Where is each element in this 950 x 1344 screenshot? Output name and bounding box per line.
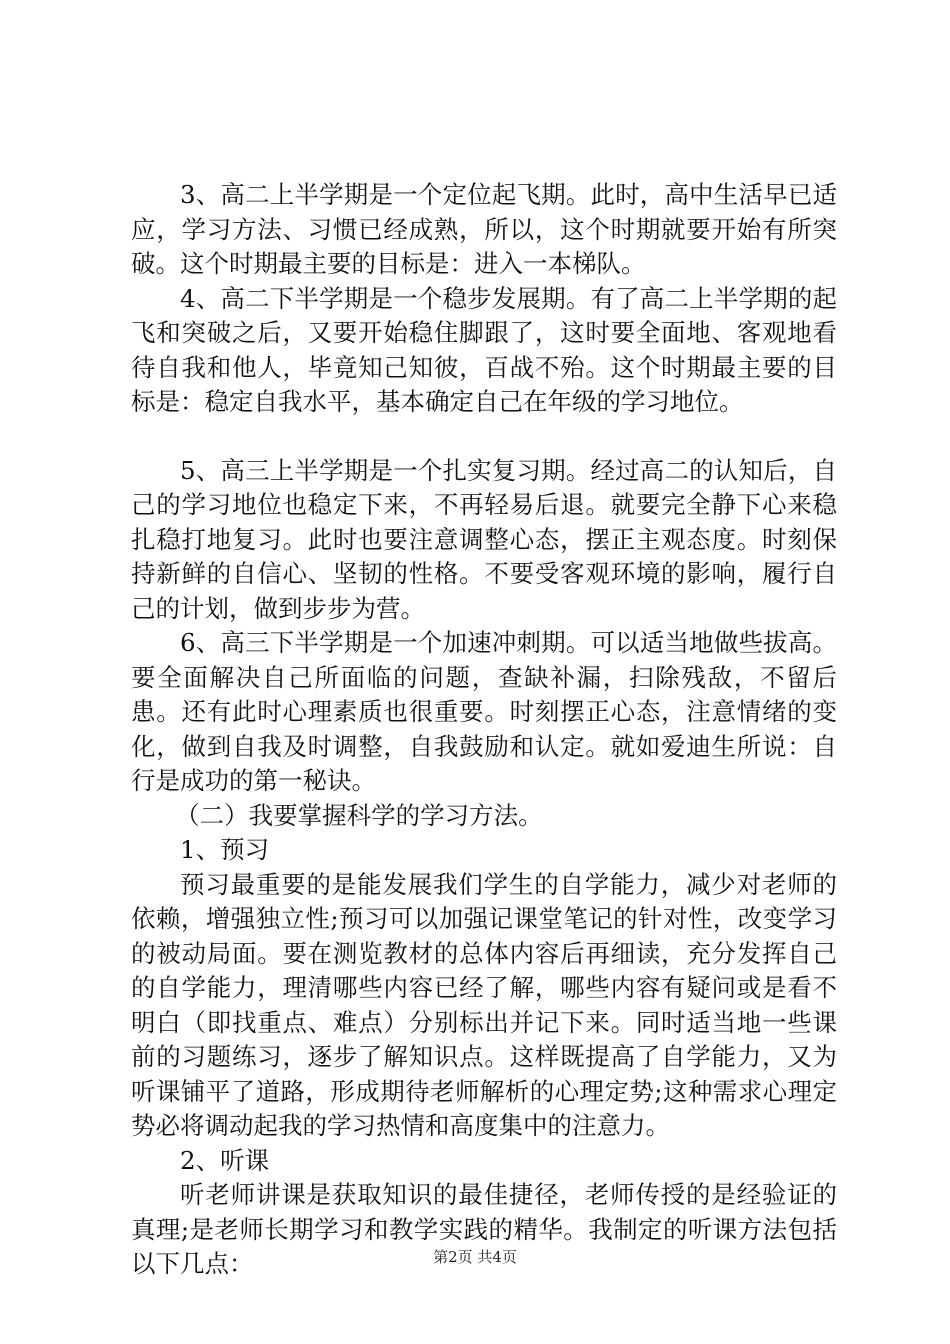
- paragraph-4: 4、高二下半学期是一个稳步发展期。有了高二上半学期的起飞和突破之后，又要开始稳住脚跟了，这时要全面地、客观地看待自我和他人，毕竟知己知彼，百战不殆。这个时期最主要的目标是：稳定自我水平，基本确定自己在年级的学习地位。: [131, 283, 837, 416]
- page-footer: 第2页 共4页: [433, 1248, 517, 1266]
- subsection-listening-body: 听老师讲课是获取知识的最佳捷径，老师传授的是经验证的真理;是老师长期学习和教学实践的精华。我制定的听课方法包括以下几点：: [131, 1180, 837, 1278]
- subsection-preview-body: 预习最重要的是能发展我们学生的自学能力，减少对老师的依赖，增强独立性;预习可以加强记课堂笔记的针对性，改变学习的被动局面。要在测览教材的总体内容后再细读，充分发挥自己的自学能力，理清哪些内容已经了解，哪些内容有疑问或是看不明白（即找重点、难点）分别标出并记下来。同时适当地一些课前的习题练习，逐步了解知识点。这样既提高了自学能力，又为听课铺平了道路，形成期待老师解析的心理定势;这种需求心理定势必将调动起我的学习热情和高度集中的注意力。: [131, 869, 837, 1140]
- subsection-preview-title: 1、预习: [180, 835, 270, 864]
- document-body: [131, 178, 837, 1282]
- subsection-listening-title: 2、听课: [180, 1145, 270, 1175]
- paragraph-3: 3、高二上半学期是一个定位起飞期。此时，高中生活早已适应，学习方法、习惯已经成熟，所以，这个时期就要开始有所突破。这个时期最主要的目标是：进入一本梯队。: [131, 180, 837, 278]
- section-heading: （二）我要掌握科学的学习方法。: [175, 800, 543, 830]
- paragraph-6: 6、高三下半学期是一个加速冲刺期。可以适当地做些拔高。要全面解决自己所面临的问题，查缺补漏，扫除残敌，不留后患。还有此时心理素质也很重要。时刻摆正心态，注意情绪的变化，做到自我及时调整，自我鼓励和认定。就如爱迪生所说：自行是成功的第一秘诀。: [131, 628, 837, 795]
- paragraph-5: 5、高三上半学期是一个扎实复习期。经过高二的认知后，自己的学习地位也稳定下来，不再轻易后退。就要完全静下心来稳扎稳打地复习。此时也要注意调整心态，摆正主观态度。时刻保持新鲜的自信心、坚韧的性格。不要受客观环境的影响，履行自己的计划，做到步步为营。: [131, 455, 837, 623]
